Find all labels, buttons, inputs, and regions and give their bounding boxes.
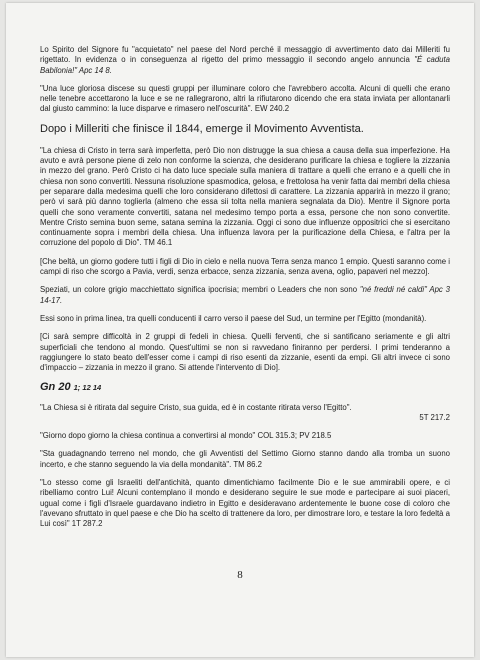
paragraph: Essi sono in prima linea, tra quelli conducenti il carro verso il paese del Sud, un termine per l'Egitto (mondanità). (40, 313, 427, 323)
paragraph-text: Speziati, un colore grigio macchiettato significa ipocrisia; membri o Leaders che non sono (40, 285, 358, 295)
quote-reference: 5T 217.2 (419, 412, 450, 422)
bible-reference-heading (40, 381, 450, 394)
paragraph (40, 45, 450, 76)
paragraph (40, 285, 450, 306)
quote-paragraph: "Una luce gloriosa discese su questi gruppi per illuminare coloro che l'avrebbero accolta. Alcuni di quelli che erano nelle tenebre accettarono la luce e se ne rallegrarono, altri la rifiutarono dicendo che era stata inviata per allontanarli dal giusto cammino: la luce disparve e rimasero nell'oscurità". EW 240.2 (40, 83, 450, 114)
section-heading: Dopo i Milleriti che finisce il 1844, emerge il Movimento Avventista. (40, 122, 364, 135)
quote-paragraph: "La Chiesa si è ritirata dal seguire Cristo, sua guida, ed è in costante ritirata verso l'Egitto". (40, 403, 352, 413)
quote-paragraph: "Lo stesso come gli Israeliti dell'antichità, quanto dimentichiamo facilmente Dio e le sue ammirabili opere, e ci ribelliamo contro Lui! Alcuni contemplano il mondo e desiderano seguire le sue mode e partecipare ai suoi piaceri, ugual come i figli d'Israele guardavano indietro in Egitto e desideravano ardentemente le buone cose di coloro che l'avevano sfruttato in quel paese e che Dio ha scelto di trattenere da loro, per dimostrare loro, e testare la loro fedeltà a Lui così" 1T 287.2 (40, 477, 450, 529)
quote-paragraph: "La chiesa di Cristo in terra sarà imperfetta, però Dio non distrugge la sua chiesa a causa della sua imperfezione. Ha avuto e avrà persone piene di zelo non conforme la scienza, che desiderano purificare la chiesa e togliere la zizzania in mezzo del grano. Però Cristo ci ha dato luce speciale sulla maniera di trattare a quelli che errano e a quelli che in chiesa non sono convertiti. Nessuna risoluzione spasmodica, gelosa, e frettolosa ha venir fatta dai membri della chiesa per separare dalla medesima quelli che loro considerano difettosi di carattere. La zizzania apparirà in mezzo il grano; però vi sarà più danno toglierla (almeno che essa sii tolta nella maniera segnalata da Dio). Mentre il Signore porta quelli che sono veramente convertiti, satana nel medesimo tempo porta a essa, persone che non sono convertite. Mentre Cristo semina buon seme, satana semina la zizzania. Oggi ci sono due influenze oppositrici che si esercitano continuamente sopra i membri della chiesa. Una influenza lavora per la purificazione della Chiesa, e l'altra per la corruzione del popolo di Dio". TM 46.1 (40, 145, 450, 248)
bible-verses: 1; 12 14 (73, 383, 102, 393)
paragraph-text: Lo Spirito del Signore fu "acquietato" nel paese del Nord perché il messaggio di avvertimento dato dai Milleriti fu rigettato. In evidenza o in conseguenza al rigetto del primo messaggio il secondo angelo annuncia (40, 45, 450, 65)
page-body (40, 45, 450, 537)
document-page (6, 3, 474, 657)
comment-paragraph: [Che beltà, un giorno godere tutti i figli di Dio in cielo e nella nuova Terra senza manco 1 empio. Questi saranno come i campi di riso che scorgo a Pavia, verdi, senza erbacce, senza zizzania, senza avena, oglio, papaveri nel mezzo]. (40, 256, 450, 277)
quote-paragraph: "Giorno dopo giorno la chiesa continua a convertirsi al mondo" COL 315.3; PV 218.5 (40, 431, 332, 441)
bible-book-chapter: Gn 20 (40, 381, 71, 394)
comment-paragraph: [Ci sarà sempre difficoltà in 2 gruppi di fedeli in chiesa. Quelli ferventi, che si santificano seriamente e gli altri superficiali che tendono al mondo. Quest'ultimi se non si ravvedano finiranno per perdersi. I primi tenderanno a raggiungere lo stato beato dell'esser come i campi di riso esenti da zizzanie, esenti da empi. Gli altri invece ci sono d'impaccio – zizzania in mezzo il grano. Si attende l'intervento di Dio]. (40, 332, 450, 373)
quote-paragraph: "Sta guadagnando terreno nel mondo, che gli Avventisti del Settimo Giorno stanno dando alla tromba un suono incerto, e che stanno seguendo la via della mondanità". TM 86.2 (40, 449, 450, 469)
scripture-quote: "né freddi né caldi" Apc 3 14-17. (40, 285, 450, 305)
scripture-quote: "É caduta Babilonia!" Apc 14 8. (40, 55, 450, 75)
page-number: 8 (237, 569, 243, 581)
